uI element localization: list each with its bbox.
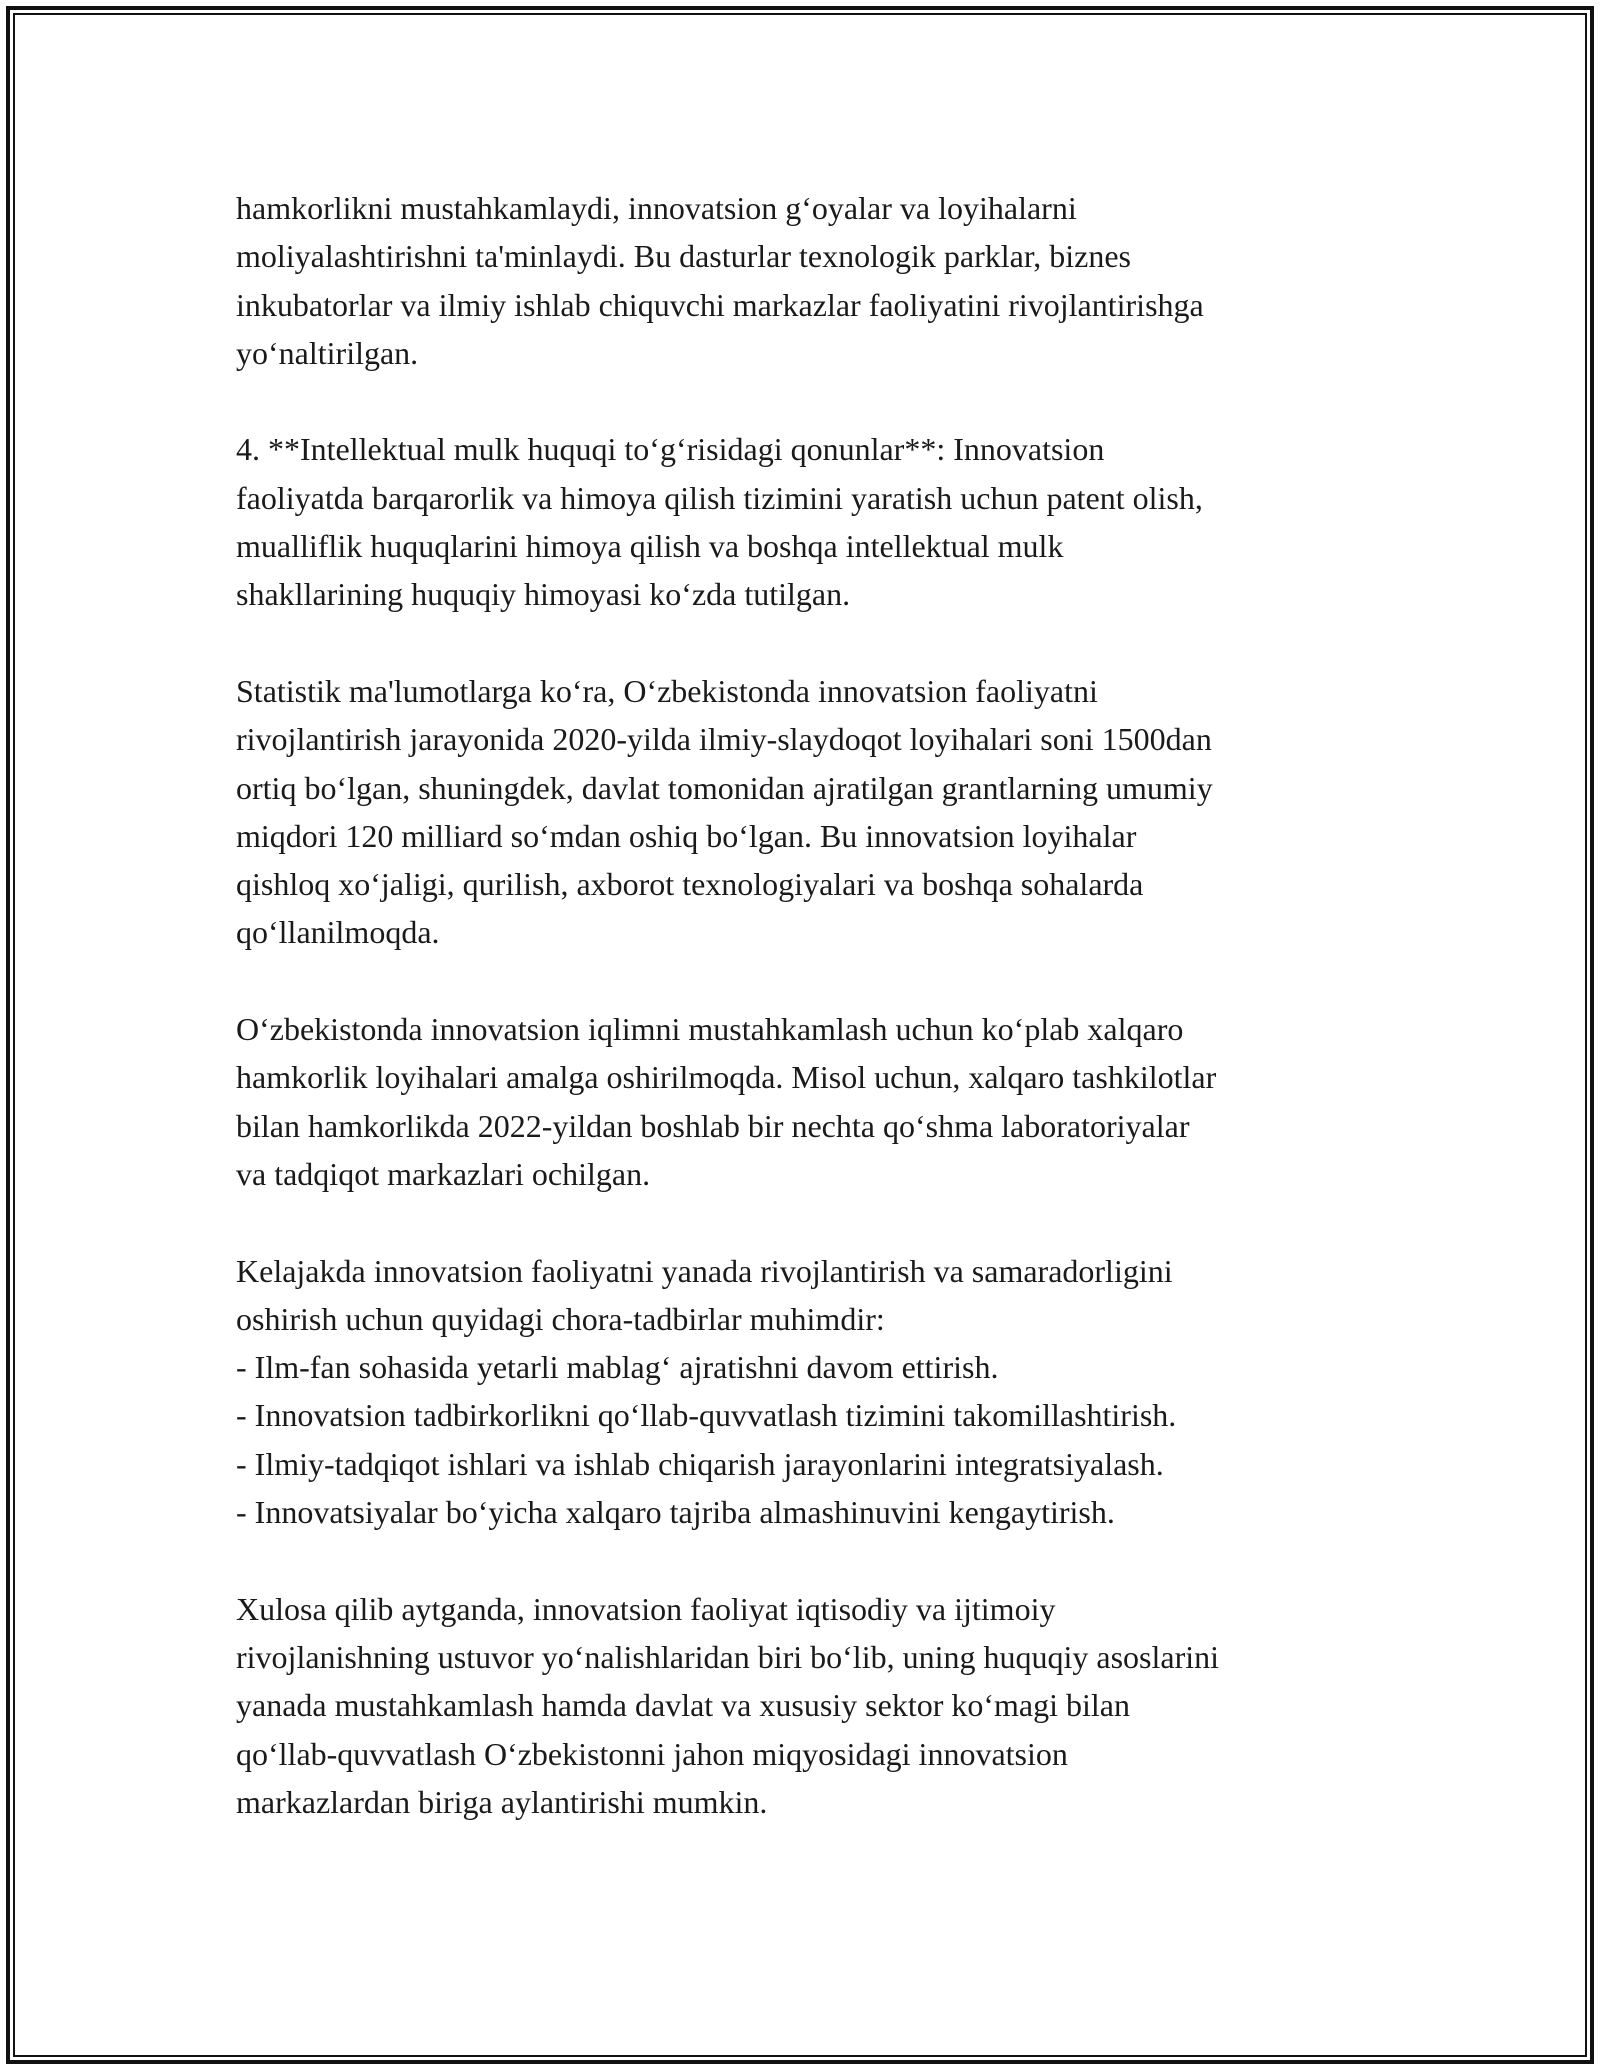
paragraph-international-cooperation: [236, 1005, 1376, 1198]
text-line: mualliflik huquqlarini himoya qilish va boshqa intellektual mulk: [236, 528, 1064, 565]
paragraph-conclusion: [236, 1585, 1376, 1826]
text-line: bilan hamkorlikda 2022-yildan boshlab bir nechta qo‘shma laboratoriyalar: [236, 1107, 1190, 1144]
paragraph-intellectual-property: [236, 425, 1376, 618]
list-item: - Ilm-fan sohasida yetarli mablag‘ ajratishni davom ettirish.: [236, 1349, 999, 1386]
text-line: hamkorlik loyihalari amalga oshirilmoqda. Misol uchun, xalqaro tashkilotlar: [236, 1059, 1217, 1096]
paragraph-spacer: [236, 377, 1376, 425]
text-line: inkubatorlar va ilmiy ishlab chiquvchi markazlar faoliyatini rivojlantirishga: [236, 286, 1204, 323]
list-item: - Innovatsiyalar bo‘yicha xalqaro tajriba almashinuvini kengaytirish.: [236, 1494, 1115, 1531]
text-line: shakllarining huquqiy himoyasi ko‘zda tutilgan.: [236, 576, 851, 613]
text-line: oshirish uchun quyidagi chora-tadbirlar muhimdir:: [236, 1300, 885, 1337]
list-item: - Ilmiy-tadqiqot ishlari va ishlab chiqarish jarayonlarini integratsiyalash.: [236, 1445, 1164, 1482]
text-line: va tadqiqot markazlari ochilgan.: [236, 1155, 651, 1192]
text-line: rivojlanishning ustuvor yo‘nalishlaridan biri bo‘lib, uning huquqiy asoslarini: [236, 1638, 1219, 1675]
list-item: - Innovatsion tadbirkorlikni qo‘llab-quvvatlash tizimini takomillashtirish.: [236, 1397, 1177, 1434]
paragraph-statistics: [236, 667, 1376, 957]
text-line: Kelajakda innovatsion faoliyatni yanada rivojlantirish va samaradorligini: [236, 1252, 1173, 1289]
text-line: O‘zbekistonda innovatsion iqlimni mustahkamlash uchun ko‘plab xalqaro: [236, 1011, 1184, 1048]
text-line: yo‘naltirilgan.: [236, 334, 419, 371]
paragraph-spacer: [236, 619, 1376, 667]
text-line: 4. **Intellektual mulk huquqi to‘g‘risidagi qonunlar**: Innovatsion: [236, 431, 1105, 468]
text-line: Statistik ma'lumotlarga ko‘ra, O‘zbekistonda innovatsion faoliyatni: [236, 672, 1098, 709]
text-line: yanada mustahkamlash hamda davlat va xususiy sektor ko‘magi bilan: [236, 1687, 1130, 1724]
text-line: rivojlantirish jarayonida 2020-yilda ilmiy-slaydoqot loyihalari soni 1500dan: [236, 721, 1212, 758]
paragraph-spacer: [236, 957, 1376, 1005]
text-line: Xulosa qilib aytganda, innovatsion faoliyat iqtisodiy va ijtimoiy: [236, 1590, 1056, 1627]
text-line: hamkorlikni mustahkamlaydi, innovatsion g‘oyalar va loyihalarni: [236, 190, 1077, 226]
text-line: faoliyatda barqarorlik va himoya qilish tizimini yaratish uchun patent olish,: [236, 479, 1203, 516]
text-line: markazlardan biriga aylantirishi mumkin.: [236, 1783, 768, 1820]
document-body: [236, 184, 1376, 1826]
paragraph-future-measures: [236, 1247, 1376, 1537]
text-line: qo‘llab-quvvatlash O‘zbekistonni jahon miqyosidagi innovatsion: [236, 1735, 1068, 1772]
paragraph-programs-continuation: [236, 184, 1376, 377]
text-line: ortiq bo‘lgan, shuningdek, davlat tomonidan ajratilgan grantlarning umumiy: [236, 769, 1213, 806]
text-line: qo‘llanilmoqda.: [236, 914, 440, 951]
paragraph-spacer: [236, 1198, 1376, 1246]
text-line: moliyalashtirishni ta'minlaydi. Bu dasturlar texnologik parklar, biznes: [236, 238, 1131, 275]
paragraph-spacer: [236, 1536, 1376, 1584]
text-line: qishloq xo‘jaligi, qurilish, axborot texnologiyalari va boshqa sohalarda: [236, 866, 1144, 903]
text-line: miqdori 120 milliard so‘mdan oshiq bo‘lgan. Bu innovatsion loyihalar: [236, 817, 1137, 854]
